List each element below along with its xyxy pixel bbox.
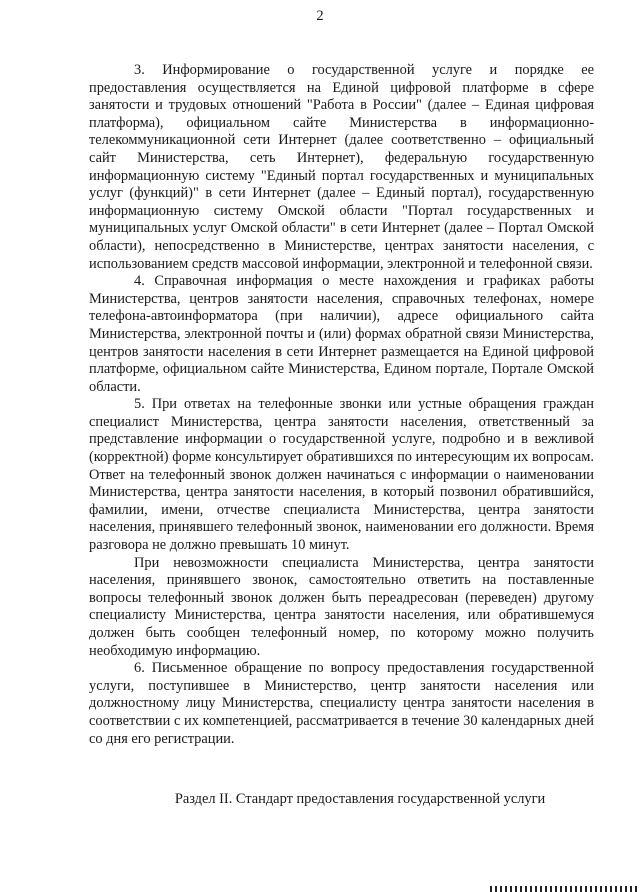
paragraph-4: 4. Справочная информация о месте нахождения и графиках работы Министерства, центров занятости населения, справочных телефонах, номере телефона-автоинформатора (при наличии), адресе официального сайта Министерства, электронной почты и (или) формах обратной связи Министерства, центров занятости населения в сети Интернет размещается на Единой цифровой платформе, официальном сайте Министерства, Едином портале, Портале Омской области. bbox=[89, 273, 594, 395]
scan-edge-artifact bbox=[490, 886, 640, 892]
paragraph-3: 3. Информирование о государственной услуге и порядке ее предоставления осуществляется на Единой цифровой платформе в сфере занятости и трудовых отношений "Работа в России" (далее – Единая цифровая платформа), официальном сайте Министерства в информационно-телекоммуникационной сети Интернет (далее соответственно – официальный сайт Министерства, сеть Интернет), федеральную государственную информационную систему "Единый портал государственных и муниципальных услуг (функций)" в сети Интернет (далее – Единый портал), государственную информационную систему Омской области "Портал государственных и муниципальных услуг Омской области" в сети Интернет (далее – Портал Омской области), непосредственно в Министерстве, центрах занятости населения, с использованием средств массовой информации, электронной и телефонной связи. bbox=[89, 62, 594, 272]
document-body bbox=[89, 62, 594, 748]
paragraph-5: 5. При ответах на телефонные звонки или устные обращения граждан специалист Министерства, центра занятости населения, ответственный за представление информации о государственной услуге, подробно и в вежливой (корректной) форме консультирует обратившихся по интересующим их вопросам. Ответ на телефонный звонок должен начинаться с информации о наименовании Министерства, центра занятости населения, в который позвонил обратившийся, фамилии, имени, отчестве специалиста Министерства, центра занятости населения, принявшего телефонный звонок, наименовании его должности. Время разговора не должно превышать 10 минут. bbox=[89, 396, 594, 554]
paragraph-6: 6. Письменное обращение по вопросу предоставления государственной услуги, поступившее в Министерство, центр занятости населения или должностному лицу Министерства, специалисту центра занятости населения в соответствии с их компетенцией, рассматривается в течение 30 календарных дней со дня его регистрации. bbox=[89, 660, 594, 747]
paragraph-5-continuation: При невозможности специалиста Министерства, центра занятости населения, принявшего звонок, самостоятельно ответить на поставленные вопросы телефонный звонок должен быть переадресован (переведен) другому специалисту Министерства, центра занятости населения, или обратившемуся должен быть сообщен телефонный номер, по которому можно получить необходимую информацию. bbox=[89, 554, 594, 659]
page-number: 2 bbox=[316, 8, 324, 24]
section-heading: Раздел II. Стандарт предоставления государственной услуги bbox=[174, 791, 546, 807]
